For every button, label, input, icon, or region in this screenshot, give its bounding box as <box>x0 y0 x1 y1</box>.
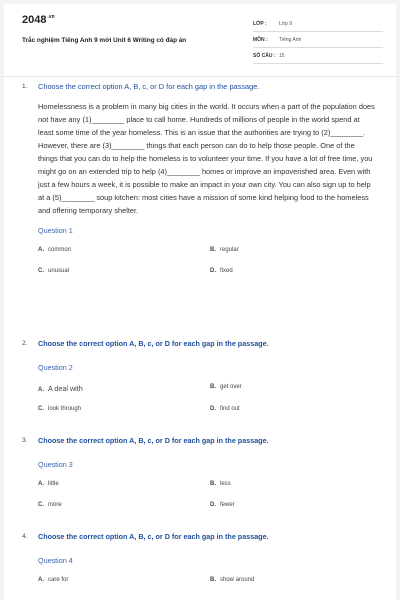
question-header <box>22 532 382 541</box>
option-b[interactable] <box>210 481 231 487</box>
question-number: 3. <box>22 437 28 444</box>
option-text: fixed <box>220 268 233 274</box>
option-b[interactable] <box>210 384 242 390</box>
option-text: care for <box>48 577 69 583</box>
question-label: Question 4 <box>38 556 73 565</box>
option-c[interactable] <box>38 502 62 508</box>
meta-value: Lớp 9 <box>279 20 293 27</box>
question-instruction: Choose the correct option A, B, c, or D for each gap in the passage. <box>38 436 269 445</box>
option-letter: A. <box>38 247 44 253</box>
option-letter: C. <box>38 502 44 508</box>
option-text: find out <box>220 406 240 412</box>
option-letter: A. <box>38 577 44 583</box>
option-text: common <box>48 247 72 253</box>
quiz-page <box>4 4 396 600</box>
option-letter: D. <box>210 406 216 412</box>
reading-passage: Homelessness is a problem in many big cities in the world. It occurs when a part of the population does not have any (1)________ place to call home. Hundreds of millions of people in the world spend at least some time of the year homeless. This is an issue that the authorities are trying to (2)________. However, there are (3)________ things that each person can do to help those people. One of the things that you can do to help the homeless is to volunteer your time. If you have a lot of free time, you might go on an extended trip to help (4)________ homes or improve an impoverished area. Even with just a few hours a week, it is possible to make an impact in your own city. You can also sign up to help at a (5)________ soup kitchen: most cities have a mission of some kind helping food to the homeless and offering temporary shelter. <box>38 102 375 215</box>
meta-key: SỐ CÂU : <box>253 52 276 59</box>
question-number: 4. <box>22 533 28 540</box>
question-label: Question 3 <box>38 460 73 469</box>
option-letter: D. <box>210 502 216 508</box>
option-a[interactable] <box>38 481 59 487</box>
meta-row-count <box>253 48 383 64</box>
page-title: Trắc nghiệm Tiếng Anh 9 mới Unit 6 Writing có đáp án <box>22 37 187 44</box>
question-header <box>22 436 382 445</box>
answer-options <box>38 481 382 527</box>
meta-key: LỚP : <box>253 20 267 27</box>
option-letter: B. <box>210 481 216 487</box>
quiz-meta <box>253 16 383 64</box>
meta-value: Tiếng Anh <box>279 36 302 43</box>
question-number: 1. <box>22 83 28 90</box>
option-letter: C. <box>38 268 44 274</box>
meta-key: MÔN : <box>253 36 268 43</box>
option-d[interactable] <box>210 502 235 508</box>
option-text: fewer <box>220 502 235 508</box>
option-d[interactable] <box>210 268 233 274</box>
option-c[interactable] <box>38 406 81 412</box>
option-letter: A. <box>38 481 44 487</box>
option-text: unusual <box>48 268 70 274</box>
option-text: regular <box>220 247 239 253</box>
option-letter: A. <box>38 387 44 393</box>
option-b[interactable] <box>210 577 254 583</box>
option-letter: D. <box>210 268 216 274</box>
meta-row-class <box>253 16 383 32</box>
question-header <box>22 339 382 348</box>
option-text: little <box>48 481 59 487</box>
question-instruction: Choose the correct option A, B, c, or D for each gap in the passage. <box>38 532 269 541</box>
option-text: more <box>48 502 62 508</box>
option-a[interactable] <box>38 577 68 583</box>
option-letter: C. <box>38 406 44 412</box>
option-text: less <box>220 481 231 487</box>
question-instruction: Choose the correct option A, B, c, or D for each gap in the passage. <box>38 339 269 348</box>
header-divider <box>4 76 396 77</box>
option-text: A deal with <box>48 384 83 393</box>
option-text: show around <box>220 577 255 583</box>
question-block-4 <box>22 532 382 597</box>
option-letter: B. <box>210 247 216 253</box>
question-header <box>22 82 382 91</box>
answer-options <box>38 247 382 293</box>
meta-value: 15 <box>279 52 285 59</box>
page-header <box>4 4 396 72</box>
option-d[interactable] <box>210 406 240 412</box>
option-a[interactable] <box>38 384 83 393</box>
question-block-2 <box>22 339 382 430</box>
question-label: Question 2 <box>38 363 73 372</box>
option-letter: B. <box>210 577 216 583</box>
logo-text: 2048 <box>22 14 47 26</box>
option-a[interactable] <box>38 247 71 253</box>
answer-options <box>38 384 382 430</box>
question-number: 2. <box>22 340 28 347</box>
meta-row-subject <box>253 32 383 48</box>
answer-options <box>38 577 382 597</box>
site-logo[interactable] <box>22 14 55 26</box>
option-text: look through <box>48 406 82 412</box>
question-instruction: Choose the correct option A, B, c, or D for each gap in the passage. <box>38 82 260 91</box>
question-label: Question 1 <box>38 226 73 235</box>
question-block-3 <box>22 436 382 527</box>
option-b[interactable] <box>210 247 239 253</box>
option-c[interactable] <box>38 268 69 274</box>
question-block-1 <box>22 82 382 293</box>
option-letter: B. <box>210 384 216 390</box>
option-text: get over <box>220 384 242 390</box>
logo-suffix: .vn <box>47 14 55 20</box>
